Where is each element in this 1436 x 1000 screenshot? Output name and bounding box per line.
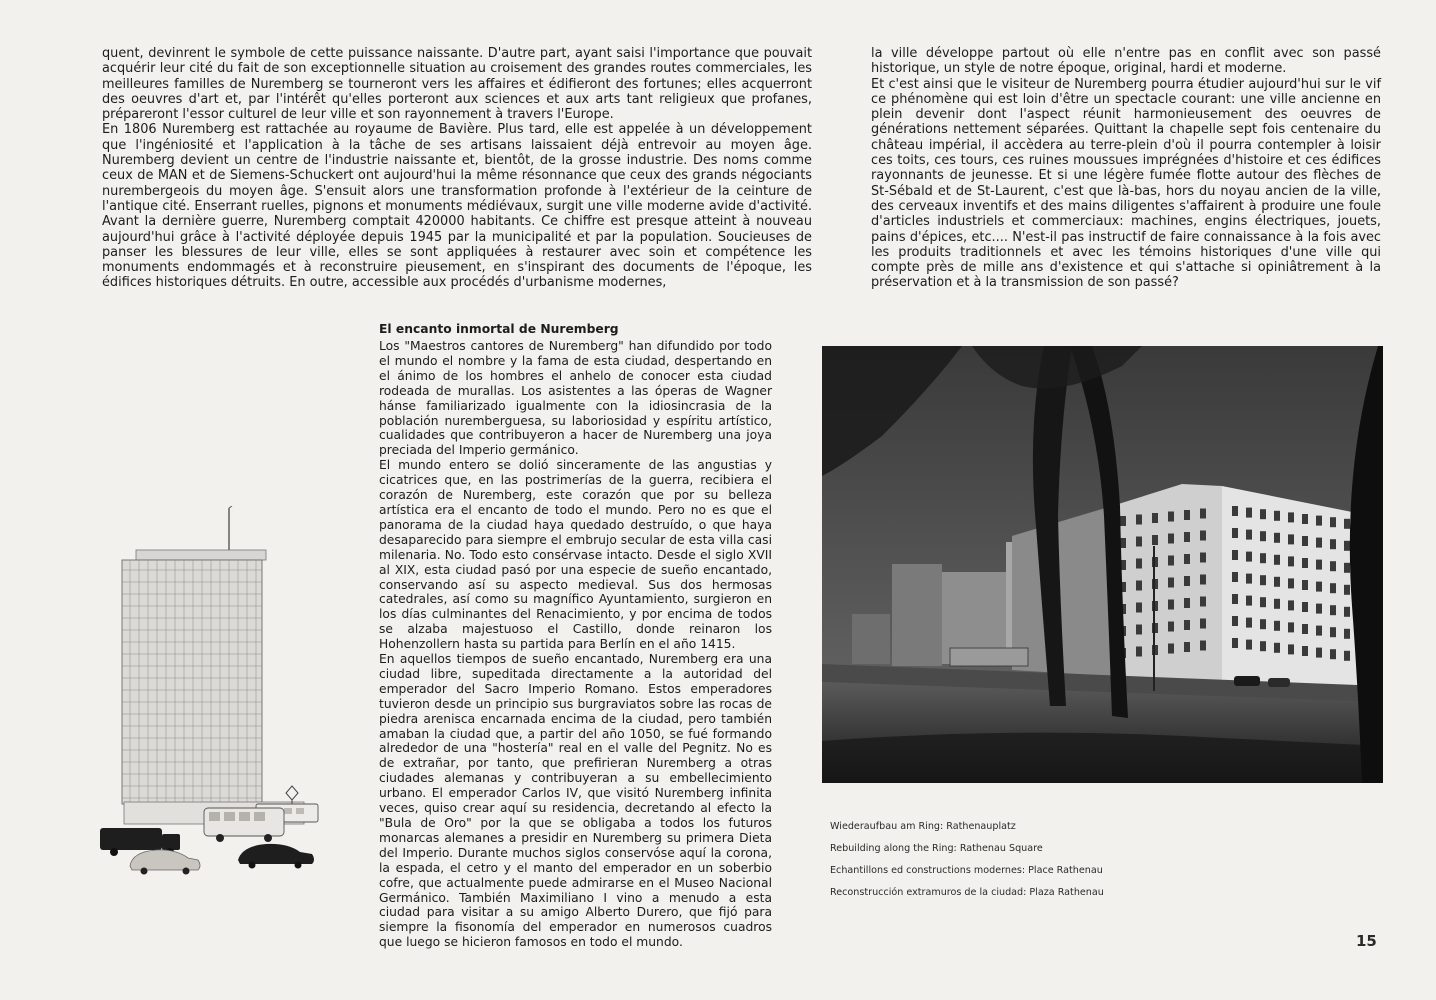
paragraph: En 1806 Nuremberg est rattachée au royaume de Bavière. Plus tard, elle est appelée à un développement que l'ingéniosité et l'application à la tâche de ses artisans laissaient déjà entrevoir au moyen âge. Nuremberg devient un centre de l'industrie naissante et, bientôt, de la grosse industrie. Des noms comme ceux de MAN et de Siemens-Schuckert ont aujourd'hui la même résonnance que ceux des grands négociants nurembergeois du moyen âge. S'ensuit alors une transformation profonde à l'extérieur de la ceinture de l'antique cité. Enserrant ruelles, pignons et monuments médiévaux, surgit une ville moderne avide d'activité. Avant la dernière guerre, Nuremberg comptait 420000 habitants. Ce chiffre est presque atteint à nouveau aujourd'hui grâce à l'activité déployée depuis 1945 par la municipalité et par la population. Soucieuses de panser les blessures de leur ville, elles se sont appliquées à restaurer avec soin et compétence les monuments endommagés et à reconstruire pieusement, en s'inspirant des documents de l'époque, les édifices historiques détruits. En outre, accessible aux procédés d'urbanisme modernes, — [102, 122, 812, 291]
paragraph: El mundo entero se dolió sinceramente de las angustias y cicatrices que, en las postrimerías de la guerra, recibiera el corazón de Nuremberg, este corazón que por su belleza artística era el encanto de todo el mundo. Pero no es que el panorama de la ciudad haya quedado destruído, o que haya desaparecido para siempre el embrujo secular de esta villa casi milenaria. No. Todo esto consérvase intacto. Desde el siglo XVII al XIX, esta ciudad pasó por una especie de sueño encantado, conservando así su aspecto medieval. Sus dos hermosas catedrales, así como su magnífico Ayuntamiento, surgieron en los días culminantes del Renacimiento, y por encima de todos se alzaba majestuoso el Castillo, donde reinaron los Hohenzollern hasta su partida para Berlín en el año 1415. — [379, 458, 772, 652]
french-text-left-column — [102, 46, 812, 291]
caption-german: Wiederaufbau am Ring: Rathenauplatz — [830, 821, 1016, 832]
tower-illustration — [92, 506, 342, 882]
spanish-section — [379, 322, 772, 950]
french-text-right-column — [871, 46, 1381, 291]
paragraph: En aquellos tiempos de sueño encantado, Nuremberg era una ciudad libre, supeditada directamente a la autoridad del emperador del Sacro Imperio Romano. Estos emperadores tuvieron desde un principio sus burgraviatos sobre las rocas de piedra arenisca encarnada encima de la ciudad, pero también amaban la ciudad que, a partir del año 1050, se fué formando alrededor de una "hostería" real en el valle del Pegnitz. No es de extrañar, por tanto, que prefirieran Nuremberg a otras ciudades alemanas y contribuyeran a su embellecimiento urbano. El emperador Carlos IV, que visitó Nuremberg infinita veces, quiso crear aquí su residencia, decretando al efecto la "Bula de Oro" por la que se obligaba a todos los futuros monarcas alemanes a presidir en Nuremberg su primera Dieta del Imperio. Durante muchos siglos conservóse aquí la corona, la espada, el cetro y el manto del emperador en un soberbio cofre, que actualmente puede admirarse en el Museo Nacional Germánico. También Maximiliano I vino a menudo a esta ciudad para visitar a su amigo Alberto Durero, que fijó para siempre la fisonomía del emperador en numerosos cuadros que luego se hicieron famosos en todo el mundo. — [379, 652, 772, 950]
paragraph: la ville développe partout où elle n'entre pas en conflit avec son passé historique, un style de notre époque, original, hardi et moderne. — [871, 46, 1381, 77]
rathenau-square-photo — [822, 346, 1383, 783]
page-number: 15 — [1356, 932, 1377, 950]
caption-french: Echantillons ed constructions modernes: Place Rathenau — [830, 865, 1103, 876]
paragraph: Los "Maestros cantores de Nuremberg" han difundido por todo el mundo el nombre y la fama de esta ciudad, despertando en el ánimo de los hombres el anhelo de conocer esta ciudad rodeada de murallas. Los asistentes a las óperas de Wagner hánse familiarizado igualmente con la idiosincrasia de la población nuremberguesa, su laboriosidad y espíritu artístico, cualidades que contribuyeron a hacer de Nuremberg una joya preciada del Imperio germánico. — [379, 339, 772, 458]
caption-english: Rebuilding along the Ring: Rathenau Square — [830, 843, 1043, 854]
paragraph: quent, devinrent le symbole de cette puissance naissante. D'autre part, ayant saisi l'importance que pouvait acquérir leur cité du fait de son exceptionnelle situation au croisement des grandes routes commerciales, les meilleures familles de Nuremberg se tourneront vers les affaires et édifieront des fortunes; elles acquerront des oeuvres d'art et, par l'intérêt qu'elles porteront aux sciences et aux arts tant religieux que profanes, prépareront l'essor culturel de leur ville et son rayonnement à travers l'Europe. — [102, 46, 812, 123]
caption-spanish: Reconstrucción extramuros de la ciudad: Plaza Rathenau — [830, 887, 1104, 898]
photo-captions — [830, 816, 1290, 904]
paragraph: Et c'est ainsi que le visiteur de Nuremberg pourra étudier aujourd'hui sur le vif ce phénomène qui est loin d'être un spectacle courant: une ville ancienne en plein devenir dont l'aspect réunit harmonieusement des oeuvres de générations nettement séparées. Quittant la chapelle sept fois centenaire du château impérial, il accèdera au terre-plein d'où il pourra contempler à loisir ces toits, ces tours, ces ruines moussues imprégnées d'histoire et ces édifices rayonnants de jeunesse. Et si une légère fumée flotte autour des flèches de St-Sébald et de St-Laurent, c'est que là-bas, hors du noyau ancien de la ville, des cerveaux inventifs et des mains diligentes s'affairent à produire une foule d'articles industriels et commerciaux: machines, engins électriques, jouets, pains d'épices, etc.... N'est-il pas instructif de faire connaissance à la fois avec les produits traditionnels et avec les témoins historiques d'une ville qui compte près de mille ans d'existence et qui s'attache si opiniâtrement à la préservation et à la transmission de son passé? — [871, 76, 1381, 291]
section-heading: El encanto inmortal de Nuremberg — [379, 322, 619, 336]
